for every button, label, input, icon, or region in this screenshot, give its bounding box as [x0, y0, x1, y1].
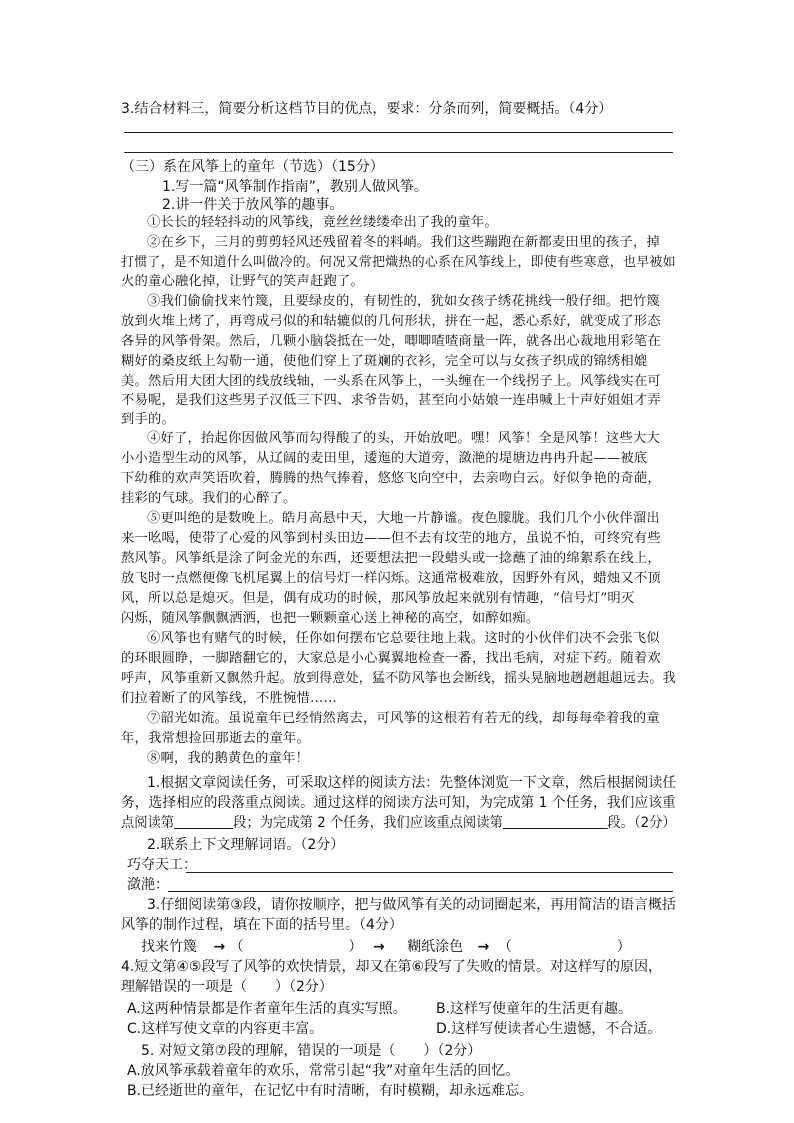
question-4-option[interactable]: A.这两种情景都是作者童年生活的真实写照。 — [127, 1001, 407, 1017]
flow-paren: （ — [229, 939, 244, 955]
flow-paren: （ — [497, 939, 512, 955]
arrow-icon: → — [213, 939, 226, 955]
passage-line: 到手的。 — [121, 412, 175, 427]
question-2-word: 潋滟： — [127, 877, 169, 893]
question-1-text: 点阅读第 — [121, 815, 175, 831]
passage-line: 年，我常想捡回那逝去的童年。 — [121, 731, 310, 746]
arrow-icon: → — [373, 939, 385, 955]
question-4: 4.短文第④⑤段写了风筝的欢快情景，却又在第⑥段写了失败的情景。对这样写的原因， — [121, 959, 663, 975]
question-4: 理解错误的一项是（ ）（2分） — [121, 979, 333, 995]
question-4-option[interactable]: D.这样写使读者心生遗憾，不合适。 — [436, 1021, 662, 1037]
passage-line: 闪烁，随风筝飘飘洒洒，也把一颗颗童心送上神秘的高空，如醉如痴。 — [121, 611, 540, 626]
arrow-icon: → — [477, 939, 490, 955]
question-3: 风筝的制作过程，填在下面的括号里。（4分） — [121, 917, 403, 933]
answer-line — [124, 152, 673, 153]
passage-line: 放到火堆上烤了，再弯成弓似的和轱辘似的几何形状，拼在一起，悉心系好，就变成了形态 — [121, 314, 661, 329]
passage-line: 风，所以总是熄灭。但是，偶有成功的时候，那风筝放起来就别有情趣，“信号灯”明灭 — [121, 591, 635, 606]
question-5-option[interactable]: A.放风筝承载着童年的欢乐，常常引起“我”对童年生活的回忆。 — [127, 1063, 520, 1079]
passage-line: 美。然后用大团大团的线放线轴，一头系在风筝上，一头缠在一个线拐子上。风筝线实在可 — [121, 374, 661, 389]
passage-line: ④好了，抬起你因做风筝而勾得酸了的头，开始放吧。嘿！风筝！全是风筝！这些大大 — [147, 431, 660, 446]
question-5-option[interactable]: B.已经逝世的童年，在记忆中有时清晰，有时模糊，却永远难忘。 — [127, 1083, 534, 1099]
passage-line: ①长长的轻轻抖动的风筝线，竟丝丝缕缕牵出了我的童年。 — [147, 215, 498, 230]
question-2-word: 巧夺天工： — [127, 857, 197, 873]
question-1 — [121, 814, 676, 832]
passage-line: 糊好的桑皮纸上勾勒一通，使他们穿上了斑斓的衣衫，完全可以与女孩子织成的锦绣相媲 — [121, 354, 648, 369]
question-4-option[interactable]: C.这样写使文章的内容更丰富。 — [127, 1021, 324, 1037]
passage-line: 熬风筝。风筝纸是涂了阿金光的东西，还要想法把一段蜡头或一捻蘸了油的绵絮系在线上， — [121, 551, 661, 566]
question-1: 1.根据文章阅读任务，可采取这样的阅读方法：先整体浏览一下文章，然后根据阅读任 — [147, 775, 677, 791]
passage-line: ⑤更叫绝的是数晚上。皓月高悬中天，大地一片静谧。夜色朦胧。我们几个小伙伴溜出 — [147, 511, 660, 526]
reading-task: 2.讲一件关于放风筝的趣事。 — [162, 197, 344, 213]
passage-line: ③我们偷偷找来竹篾，且要绿皮的，有韧性的，犹如女孩子绣花挑线一般仔细。把竹篾 — [147, 294, 660, 309]
question-3-flow — [141, 938, 631, 956]
question-1-text: 段；为完成第 2 个任务，我们应该重点阅读第 — [233, 815, 503, 831]
passage-line: ⑥风筝也有赌气的时候，任你如何摆布它总要往地上栽。这时的小伙伴们决不会张飞似 — [147, 631, 660, 646]
answer-blank-2[interactable] — [503, 814, 608, 829]
passage-line: 挂彩的气球。我们的心醉了。 — [121, 491, 297, 506]
question-1: 务，选择相应的段落重点阅读。通过这样的阅读方法可知，为完成第 1 个任务，我们应该重 — [121, 795, 676, 811]
passage-line: 小小造型生动的风筝，从辽阔的麦田里，逶迤的大道旁，潋滟的堤塘边冉冉升起——被底 — [121, 451, 648, 466]
passage-line: 下幼稚的欢声笑语吹着，腾腾的热气捧着，悠悠飞向空中，去亲吻白云。好似争艳的奇葩， — [121, 471, 661, 486]
flow-step: 找来竹篾 — [141, 939, 197, 955]
passage-line: ②在乡下，三月的剪剪轻风还残留着冬的料峭。我们这些蹦跑在新都麦田里的孩子，掉 — [147, 235, 660, 250]
flow-step: 糊纸涂色 — [407, 939, 464, 955]
question-2: 2.联系上下文理解词语。（2分） — [147, 837, 345, 853]
answer-blank-1[interactable] — [174, 814, 233, 829]
passage-line: 们拉着断了的风筝线，不胜惋惜…… — [121, 691, 337, 706]
passage-line: ⑧啊，我的鹅黄色的童年！ — [147, 751, 309, 766]
flow-paren: ） — [616, 939, 631, 955]
passage-line: 放飞时一点燃便像飞机尾翼上的信号灯一样闪烁。这通常极难放，因野外有风，蜡烛又不顶 — [121, 571, 661, 586]
passage-line: 不易呢，是我们这些男子汉低三下四、求爷告奶，甚至向小姑娘一连串喊上十声好姐姐才弄 — [121, 393, 661, 408]
passage-line: ⑦韶光如流。虽说童年已经悄然离去，可风筝的这根若有若无的线，却每每牵着我的童 — [147, 711, 660, 726]
passage-line: 的环眼圆睁，一脚踏翻它的，大家总是小心翼翼地检查一番，找出毛病，对症下药。随着欢 — [121, 651, 661, 666]
passage-line: 各异的风筝骨架。然后，几颗小脑袋抵在一处，唧唧喳喳商量一阵，就各出心裁地用彩笔在 — [121, 334, 661, 349]
question-5: 5. 对短文第⑦段的理解，错误的一项是（ ）（2分） — [141, 1043, 482, 1059]
question-3-material: 3.结合材料三，简要分析这档节目的优点，要求：分条而列，简要概括。（4分） — [121, 101, 613, 117]
flow-paren: ） — [348, 939, 363, 955]
question-1-text: 段。（2分） — [607, 815, 676, 831]
answer-line[interactable] — [168, 891, 673, 892]
question-4-option[interactable]: B.这样写使童年的生活更有趣。 — [436, 1001, 633, 1017]
answer-line — [124, 132, 673, 133]
passage-line: 打惯了，是不知道什么叫做冷的。何况又常把熾热的心系在风筝线上，即使有些寒意，也早被如 — [121, 255, 676, 270]
reading-task: 1.写一篇“风筝制作指南”，教别人做风筝。 — [162, 179, 428, 195]
question-3: 3.仔细阅读第③段，请你按顺序，把与做风筝有关的动词圈起来，再用简洁的语言概括 — [147, 897, 676, 913]
section-title: （三）系在风筝上的童年（节选）（15分） — [121, 159, 384, 175]
passage-line: 来一吆喝，使带了心爱的风筝到村头田边——但不去有坟茔的地方，虽说不怕，可终究有些 — [121, 531, 661, 546]
passage-line: 呼声，风筝重新又飘然升起。放到得意处，猛不防风筝也会断线，摇头晃脑地趔趔趄趄远去。我 — [121, 671, 676, 686]
answer-line[interactable] — [186, 872, 673, 873]
passage-line: 火的童心融化掉，让野气的笑声赶跑了。 — [121, 274, 364, 289]
